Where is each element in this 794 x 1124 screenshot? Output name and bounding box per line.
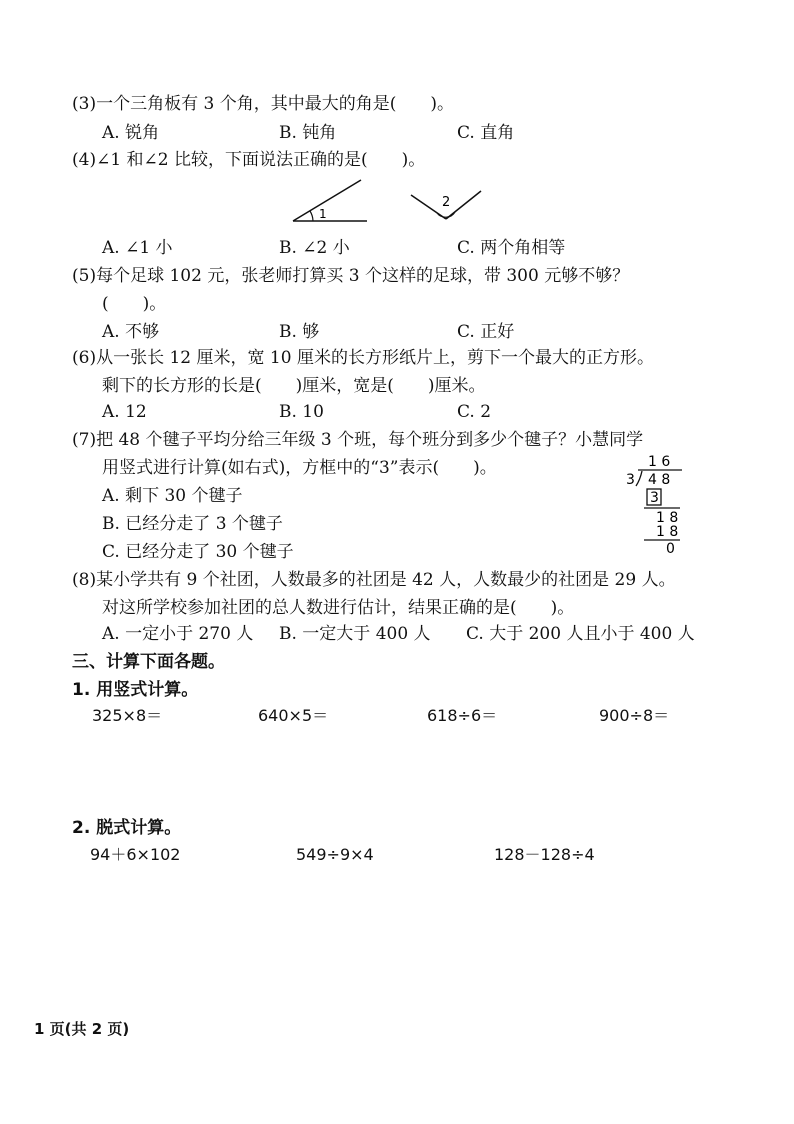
q7-option-c: C. 已经分走了 30 个毽子: [102, 542, 294, 562]
vertical-calc-item-2: 640×5＝: [258, 706, 329, 725]
q7-stem-line1: (7)把 48 个毽子平均分给三年级 3 个班，每个班分到多少个毽子？小慧同学: [72, 430, 644, 450]
angle-1-label: 1: [319, 207, 327, 221]
q5-stem: (5)每个足球 102 元，张老师打算买 3 个这样的足球，带 300 元够不够？: [72, 266, 630, 286]
q8-option-c: C. 大于 200 人且小于 400 人: [466, 624, 695, 644]
section3-title: 三、计算下面各题。: [72, 652, 225, 672]
division-boxed-digit: 3: [650, 490, 659, 506]
section3-part2-title: 2. 脱式计算。: [72, 818, 182, 838]
q5-option-c: C. 正好: [457, 322, 515, 342]
division-remainder: 0: [666, 541, 675, 556]
q6-stem-line1: (6)从一张长 12 厘米，宽 10 厘米的长方形纸片上，剪下一个最大的正方形。: [72, 348, 654, 368]
vertical-calc-item-1: 325×8＝: [92, 706, 163, 725]
q8-option-b: B. 一定大于 400 人: [279, 624, 431, 644]
q6-option-a: A. 12: [102, 402, 147, 422]
q4-option-c: C. 两个角相等: [457, 238, 566, 258]
vertical-calc-item-3: 618÷6＝: [427, 706, 498, 725]
q5-blank: ( )。: [102, 294, 167, 314]
stepwise-calc-item-1: 94＋6×102: [90, 845, 181, 864]
q4-option-a: A. ∠1 小: [102, 238, 173, 258]
vertical-calc-item-4: 900÷8＝: [599, 706, 670, 725]
angle-2-label: 2: [442, 195, 451, 210]
division-divisor: 3: [626, 472, 635, 488]
q8-option-a: A. 一定小于 270 人: [102, 624, 254, 644]
angle-1-figure: [293, 180, 367, 221]
q8-stem-line1: (8)某小学共有 9 个社团，人数最多的社团是 42 人，人数最少的社团是 29 人。: [72, 570, 676, 590]
q3-option-b: B. 钝角: [279, 123, 337, 143]
q4-angle-figures: [285, 175, 505, 231]
section3-part1-title: 1. 用竖式计算。: [72, 680, 199, 700]
division-step2: 1 8: [656, 510, 679, 526]
q4-stem: (4)∠1 和∠2 比较，下面说法正确的是( )。: [72, 150, 426, 170]
stepwise-calc-item-2: 549÷9×4: [296, 845, 374, 864]
q6-option-b: B. 10: [279, 402, 324, 422]
q3-option-c: C. 直角: [457, 123, 515, 143]
q7-long-division: [618, 452, 698, 556]
q3-stem: (3)一个三角板有 3 个角，其中最大的角是( )。: [72, 94, 454, 114]
q5-option-b: B. 够: [279, 322, 320, 342]
q6-stem-line2: 剩下的长方形的长是( )厘米，宽是( )厘米。: [102, 376, 486, 396]
q7-stem-line2: 用竖式进行计算(如右式)，方框中的“3”表示( )。: [102, 458, 497, 478]
q8-stem-line2: 对这所学校参加社团的总人数进行估计，结果正确的是( )。: [102, 598, 575, 618]
division-step3: 1 8: [656, 524, 679, 540]
q5-option-a: A. 不够: [102, 322, 160, 342]
stepwise-calc-item-3: 128－128÷4: [494, 845, 595, 864]
q7-option-a: A. 剩下 30 个毽子: [102, 486, 243, 506]
q7-option-b: B. 已经分走了 3 个毽子: [102, 514, 283, 534]
q6-option-c: C. 2: [457, 402, 492, 422]
page-number: 1 页(共 2 页): [34, 1020, 130, 1038]
division-dividend: 4 8: [648, 472, 671, 488]
division-quotient: 1 6: [648, 454, 671, 470]
angle-2-figure: [411, 191, 481, 219]
q3-option-a: A. 锐角: [102, 123, 160, 143]
q4-option-b: B. ∠2 小: [279, 238, 350, 258]
